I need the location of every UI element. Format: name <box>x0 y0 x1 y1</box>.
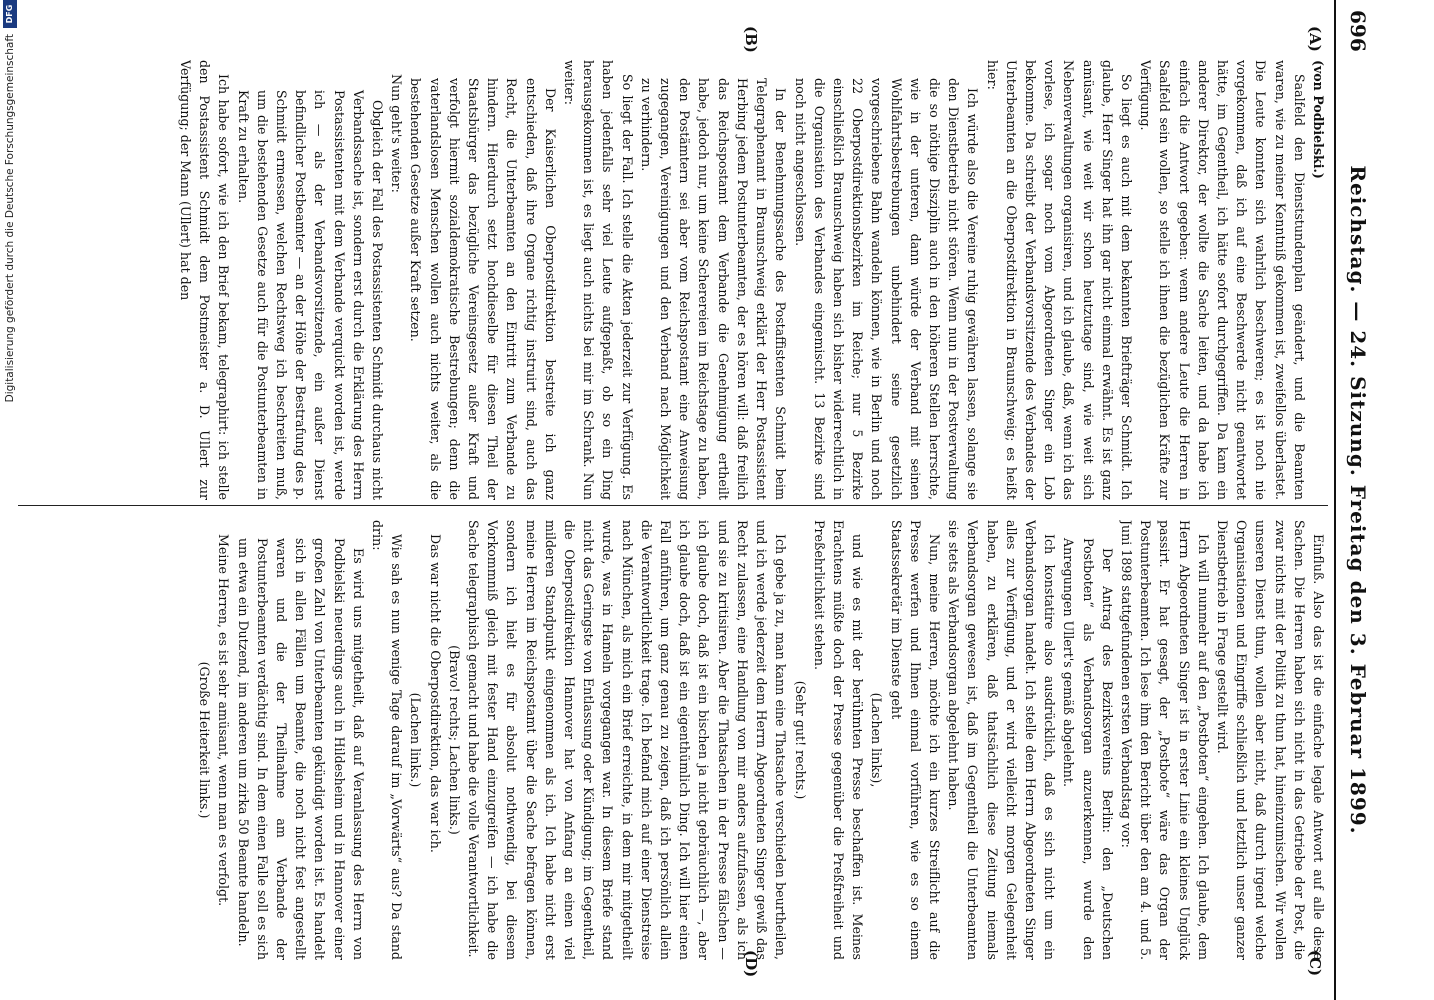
interjection: (Sehr gut! rechts.) <box>792 680 808 800</box>
paragraph: Saalfeld den Dienststundenplan geändert, und die Beamten waren, wie zu meiner Kenntniß gekommen ist, zweifellos überlastet. Die Leute konnten sich wahrlich beschweren; es ist noch nie vorgekommen, daß ich auf eine Beschwerde nicht geantwortet hätte, im Gegentheil, ich hätte sofort durchgegriffen. Da kam ein anderer Direktor, der wollte die Sache leiten, und da habe ich einfach die Antwort gegeben: wenn andere Leute die Herren in Saalfeld sein wollen, so stelle ich ihnen die bezüglichen Kräfte zur Verfügung. <box>1138 60 1307 500</box>
left-text-column <box>13 60 1328 500</box>
quoted-passage: Obgleich der Fall des Postassistenten Schmidt durchaus nicht Verbandssache ist, sondern erst durch die Erklärung des Herrn Postassistenten mit dem Verbande verquickt worden ist, werde ich — als der Verbandsvorsitzende, ein außer Dienst befindlicher Postbeamter — an der Höhe der Bestrafung des p. Schmidt ermessen, welchen Rechtsweg ich beschreiten muß, um die bestehenden Gesetze auch für die Postunterbeamten in Kraft zu erhalten. <box>235 90 386 500</box>
right-text-column <box>13 520 1328 960</box>
quoted-passage: Ich würde also die Vereine ruhig gewähren lassen, solange sie den Dienstbetrieb nicht stören. Wenn nun in der Postverwaltung die so nöthige Disziplin auch in den höheren Stellen herrschte, wie in der unteren, dann würde der Verband mit seinen Wohlfahrtsbestrebungen unbehindert seine gesetzlich vorgeschriebene Bahn wandeln können, wie in Berlin und noch 22 Oberpostdirektionsbezirken im Reiche; nur 5 Bezirke einschließlich Braunschweig haben sich bisher widerrechtlich in die Organisation des Verbandes eingemischt. 13 Bezirke sind noch nicht angeschlossen. <box>792 78 981 500</box>
running-head: Reichstag. — 24. Sitzung. Freitag den 3. Februar 1899. <box>1346 165 1370 835</box>
margin-letter-a: (A) <box>1306 26 1324 52</box>
paragraph: Nun, meine Herren, möchte ich ein kurzes Streiflicht auf die Presse werfen und Ihnen einmal vorführen, wie es so einem Staatssekretär im Dienste geht <box>888 520 942 960</box>
paragraph: Ich habe sofort, wie ich den Brief bekam, telegraphirt: ich stelle den Postassistent Schmidt dem Postmeister a. D. Ullert zur Verfügung; der Mann (Ullert) hat den <box>178 60 232 500</box>
margin-letter-d: (D) <box>742 950 760 978</box>
digitization-credit <box>0 0 20 1000</box>
margin-letter-c: (C) <box>1306 950 1324 977</box>
dfg-logo: DFG <box>3 0 17 28</box>
credit-text: Digitalisierung gefördert durch die Deutsche Forschungsgemeinschaft <box>4 34 16 403</box>
interjection: (Bravo! rechts; Lachen links.) <box>446 645 462 835</box>
speaker-name: (von Podbielski.) <box>1311 60 1326 179</box>
paragraph: Ich konstatire also ausdrücklich, daß es sich nicht um ein Verbandsorgan handelt. Ich stelle dem Herrn Abgeordneten Singer alles zur Verfügung, und er wird vielleicht morgen Gelegenheit haben, zu erklären, daß thatsächlich diese Zeitung niemals Verbandsorgan gewesen ist, daß im Gegentheil die Unterbeamten sie stets als Verbandsorgan abgelehnt haben. <box>946 520 1058 960</box>
interjection: (Große Heiterkeit links.) <box>197 661 213 819</box>
paragraph: Ich will nunmehr auf den „Postboten“ eingehen. Ich glaube, dem Herrn Abgeordneten Singer ist in erster Linie ein kleines Unglück passirt. Er hat gesagt, der „Postbote“ wäre das Organ der Postunterbeamten. Ich lese ihm den Bericht über den am 4. und 5. Juni 1898 stattgefundenen ersten Verbandstag vor: <box>1118 520 1211 960</box>
paragraph: So liegt der Fall. Ich stelle die Akten jederzeit zur Verfügung. Es haben jedenfalls sehr viel Leute aufgepaßt, ob so ein Ding herausgekommen ist, es liegt auch nichts bei mir im Schrank. Nun weiter: <box>562 60 635 500</box>
paragraph: Das war nicht die Oberpostdirektion, das war ich. <box>427 534 443 853</box>
quoted-passage: Es wird uns mitgetheilt, daß auf Veranlassung des Herrn von Podbielski neuerdings auch in Hildesheim und in Hannover einer großen Zahl von Unterbeamten gekündigt worden ist. Es handelt sich in allen Fällen um Beamte, die noch nicht fest angestellt waren und die der Theilnahme am Verbande der Postunterbeamten verdächtig sind. In dem einen Falle soll es sich um etwa ein Dutzend, im anderen um zirka 50 Beamte handeln. <box>235 538 366 960</box>
paragraph: und wie es mit der berühmten Presse beschaffen ist. Meines Erachtens müßte doch der Presse gegenüber die Preßfreiheit und Preßehrlichkeit stehen. <box>811 520 866 960</box>
page-number: 696 <box>1346 10 1370 52</box>
paragraph: Wie sah es nun wenige Tage darauf im „Vorwärts“ aus? Da stand drin: <box>370 520 405 960</box>
quoted-passage: Der Antrag des Bezirksvereins Berlin: den „Deutschen Postboten“ als Verbandsorgan anzuerkennen, wurde den Anregungen Ullert's gemäß abgelehnt. <box>1061 538 1115 960</box>
quoted-passage: In der Benehmungssache des Postaffistenten Schmidt beim Telegraphenamt in Braunschweig erklärt der Herr Postassistent Herbing jedem Postunterbeamten, der es hören will: daß freilich das Reichspostamt dem Verbande die Genehmigung ertheilt habe, jedoch nur, um keine Scherereien im Reichstage zu haben, den Postämtern sei aber vom Reichspostamt eine Anweisung zugegangen, Vereinigungen und den Verband nach Möglichkeit zu verhindern. <box>638 78 789 500</box>
column-divider <box>18 505 1328 506</box>
margin-letter-b: (B) <box>742 26 760 53</box>
page-header <box>1334 0 1380 1000</box>
interjection: (Lachen links.) <box>408 692 424 788</box>
paragraph: Meine Herren, es ist sehr amüsant, wenn man es verfolgt. <box>216 534 232 907</box>
paragraph: Einfluß. Also das ist die einfache legale Antwort auf alle diese Sachen. Die Herren haben sich nicht in das Getriebe der Post, die zwar nichts mit der Politik zu thun hat, hineinzumischen. Wir wollen unseren Dienst thun, wollen aber nicht, daß durch irgend welche Organisationen und Eingriffe schließlich und letztlich unser ganzer Dienstbetrieb in Frage gestellt wird. <box>1214 520 1326 960</box>
paragraph: Ich gebe ja zu, man kann eine Thatsache verschieden beurtheilen, und ich werde jederzeit dem Herrn Abgeordneten Singer gewiß das Recht zulassen, eine Handlung von mir anders aufzufassen, als ich und sie zu kritisiren. Aber die Thatsachen in der Presse fälschen — ich glaube doch, daß ist ein bischen ja nicht gebräuchlich —, aber ich glaube doch, daß ist ein eigenthümlich Ding. Ich will hier einen Fall anführen, um ganz genau zu zeigen, daß ich persönlich allein die Verantwortlichkeit trage. Ich befand mich auf einer Dienstreise nach München, als mich ein Brief erreichte, in dem mir mitgetheilt wurde, was in Hameln vorgegangen war. In diesem Briefe stand nicht das Geringste von Entlassung oder Kündigung; im Gegentheil, die Oberpostdirektion Hannover hat von Anfang an einen viel milderen Standpunkt eingenommen als ich. Ich habe nicht erst meine Herren im Reichspostamt über die Sache befragen können, sondern ich hielt es für absolut nothwendig, bei diesem Vorkommniß gleich mit fester Hand einzugreifen — ich habe die Sache telegraphisch gemacht und habe die volle Verantwortlichkeit. <box>466 520 789 960</box>
quoted-passage: Der Kaiserlichen Oberpostdirektion bestreite ich ganz entschieden, daß ihre Organe richtig instruirt sind, auch das Recht, die Unterbeamten an den Eintritt zum Verbande zu hindern. Hierdurch setzt hochdieselbe für diesen Theil der Staatsbürger das bezügliche Vereinsgesetz außer Kraft und verfolgt hiermit sozialdemokratische Bestrebungen; denn die vaterlandslosen Menschen wollen auch nichts weiter, als die bestehenden Gesetze außer Kraft setzen. <box>408 78 558 500</box>
interjection: (Lachen links), <box>869 692 885 788</box>
paragraph: Nun geht's weiter: <box>389 74 405 193</box>
paragraph: So liegt es auch mit dem bekannten Briefträger Schmidt. Ich glaube, Herr Singer hat ihn gar nicht einmal erwähnt. Es ist ganz amüsant, wie weit wir schon heutzutage sind, wie weit sich Nebenverwaltungen organisiren, und ich glaube, daß, wenn ich das vorlese, ich sogar noch vom Abgeordneten Singer ein Lob bekomme. Da schreibt der Verbandsvorsitzende des Verbandes der Unterbeamten an die Oberpostdirektion in Braunschweig; es heißt hier: <box>984 60 1134 500</box>
